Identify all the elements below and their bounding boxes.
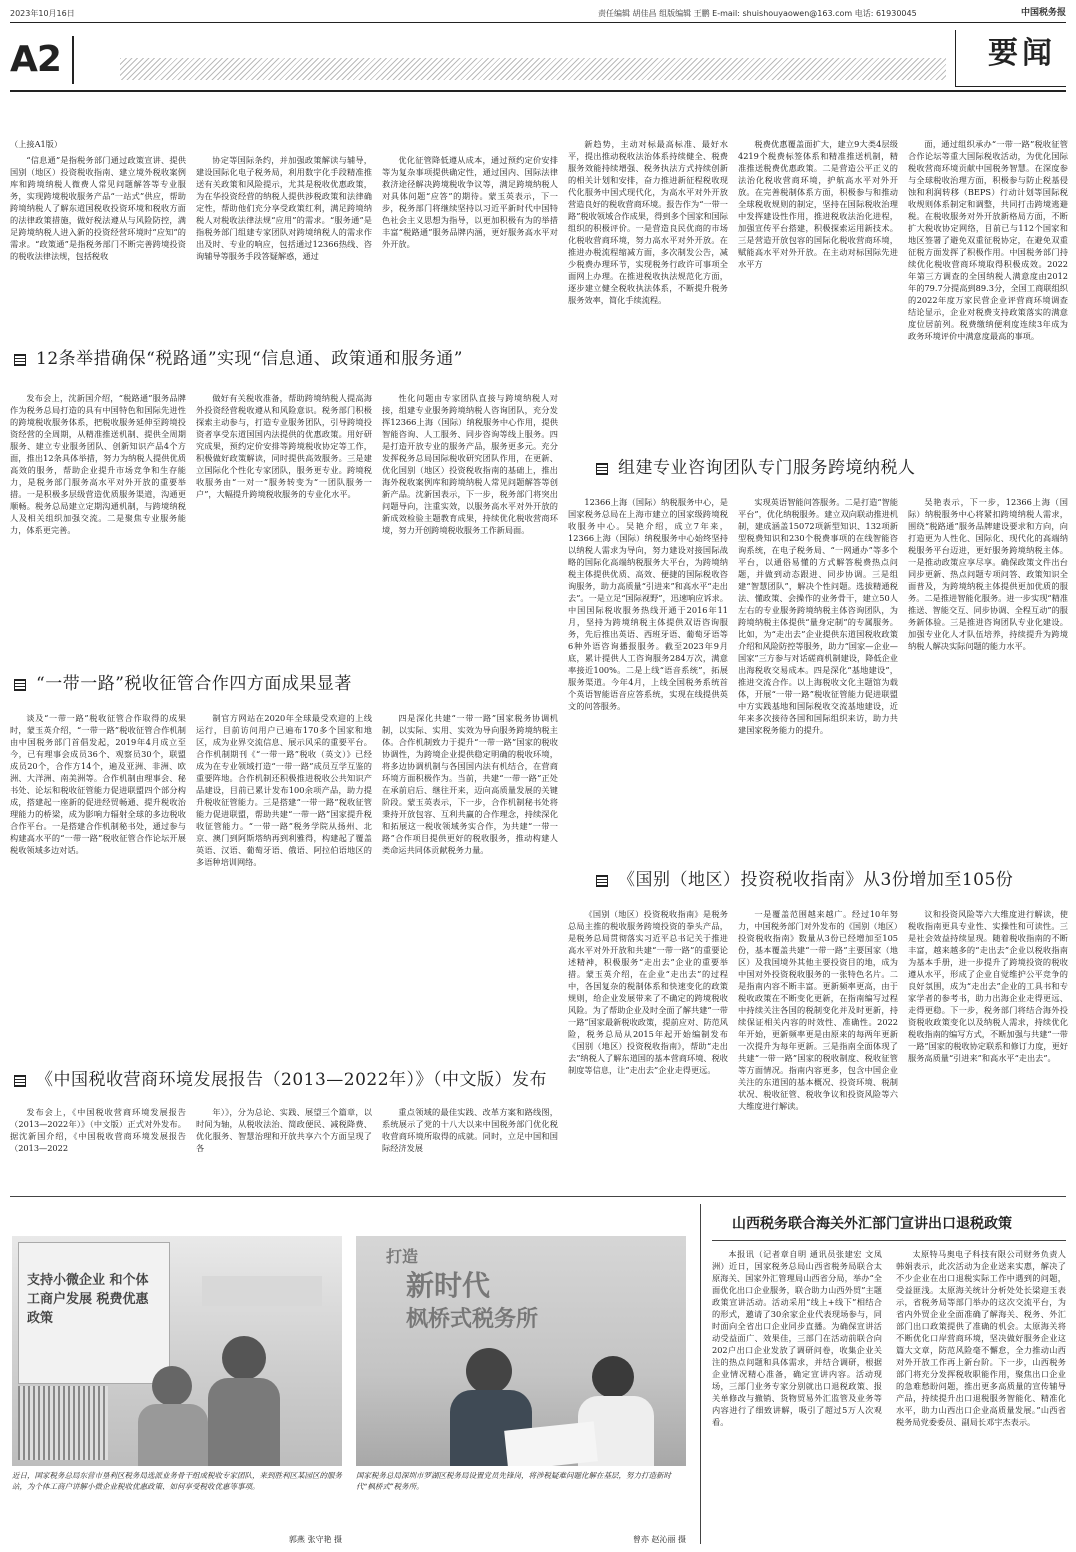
issue-date: 2023年10月16日 xyxy=(10,9,75,18)
headline-3: 《中国税收营商环境发展报告（2013—2022年）》（中文版）发布 xyxy=(14,1068,574,1092)
story6-col3: 吴艳表示，下一步，12366上海（国际）纳税服务中心将紧扣跨境纳税人需求，围绕“税路通”服务品牌建设要求和方向，向打造更为人性化、国际化、现代化的高端纳税服务平台迈进，更好服务跨境纳税主体。一是推动政策应享尽享。确保政策文件出台同步更新、热点问题专项问答、政策知识全面普及，为跨境纳税主体提供更加优质的服务。二是推进智能化服务。进一步实现“精准推送、智能交互、同步协调、全程互动”的服务新体验。三是推进咨询团队专业化建设。加强专业化人才队伍培养，持续提升为跨境纳税人解决实际问题的能力水平。 xyxy=(908,497,1068,651)
photo1-signboard xyxy=(18,1242,170,1384)
photo2-credit: 曾亦 赵沁丽 摄 xyxy=(632,1535,686,1544)
photo2-caption: 国家税务总局深圳市罗湖区税务局设置党员先锋岗，将涉税疑难问题化解在基层，努力打造新时代“枫桥式”税务所。 xyxy=(356,1471,671,1491)
headline-4: 组建专业咨询团队专门服务跨境纳税人 xyxy=(596,456,1066,480)
story4-col1: 发布会上，《中国税收营商环境发展报告（2013—2022年）》（中文版）正式对外发布。据沈新国介绍，《中国税收营商环境发展报告（2013—2022 xyxy=(10,1107,186,1153)
headline-1: 12条举措确保“税路通”实现“信息通、政策通和服务通” xyxy=(14,347,574,371)
photo2-banner-line1: 打造 xyxy=(386,1247,419,1266)
headline-marker-icon xyxy=(596,875,608,887)
continued-note: （上接A1版） xyxy=(10,139,63,149)
headline-marker-icon xyxy=(14,679,26,691)
masthead-rule xyxy=(10,22,1066,23)
photo2-officer-head xyxy=(466,1348,512,1394)
photo1-credit: 郭燕 张守艳 摄 xyxy=(288,1535,342,1544)
section-divider xyxy=(10,1196,1066,1197)
story6-col2: 实现英语智能问答服务。二是打造“智能平台”，优化纳税服务。建立双向联动推进机制，建成涵盖15072项新型知识、132项新型税费知识和230个税费事项的在线智能咨询系统，在电子税务局、“一网通办”等多个平台，以通俗易懂的方式解答税费热点问题，并做到动态跟进、同步协调。三是组建“智慧团队”，解决个性问题。选拔精通税法、懂政策、会操作的业务骨干，建立50人左右的专业服务跨境纳税主体咨询团队，为跨境纳税主体提供“量身定制”的专属服务。比如，为“走出去”企业提供东道国税收政策介绍和风险防控等服务，助力“国家—企业—国家”三方参与对话磋商机制建设，降低企业出海税收交易成本。四是深化“基地建设”，推进交流合作。以上海税收文化主题馆为载体，开展“一带一路”税收征管能力促进联盟中方实践基地和国际税收交流基地建设，近年来多次接待各国和国际组织来访，助力共建国家税务能力的提升。 xyxy=(738,497,898,735)
story7-col3: 议和投资风险等六大维度进行解读，使税收指南更具专业性、实操性和可读性。三是社会效益持续显现。随着税收指南的不断丰富，越来越多的“走出去”企业以税收指南为基本手册，进一步提升了跨境投资的税收遵从水平，形成了企业自觉维护公平竞争的良好氛围，成为“走出去”企业的工具书和专家学者的参考书，助力出海企业走得更远、走得更稳。下一步，税务部门将结合海外投资税收政策变化以及纳税人需求，持续优化税收指南的编写方式，不断加强与共建“一带一路”国家的税收协定联系和修订力度，更好服务高质量“引进来”和高水平“走出去”。 xyxy=(908,909,1068,1063)
headline-marker-icon xyxy=(14,1075,26,1087)
photo1-person-head xyxy=(222,1336,266,1380)
photo-fengqiao-tax-office xyxy=(356,1236,686,1466)
photo1-caption: 近日，国家税务总局东营市垦利区税务局选派业务骨干组成税收专家团队，来到胜利区某园区的服务站，为个体工商户讲解小微企业税收优惠政策、如何享受税收优惠等事项。 xyxy=(12,1471,342,1491)
masthead-bar xyxy=(10,6,1066,20)
story7-col1: 《国别（地区）投资税收指南》是税务总局主推的税收服务跨境投资的拳头产品，是税务总局贯彻落实习近平总书记关于推进高水平对外开放和共建“一带一路”的重要论述精神，积极服务“走出去”企业的重要举措。蒙玉英介绍，在企业“走出去”的过程中，各国复杂的税制体系和快速变化的政策规则，给企业发展带来了不确定的跨境税收风险。为了帮助企业及时全面了解共建“一带一路”国家最新税收政策，提前应对、防范风险，税务总局从2015年起开始编制发布《国别（地区）投资税收指南》，帮助“走出去”纳税人了解东道国的基本营商环境、税收制度等信息，让“走出去”企业走得更远。 xyxy=(568,909,728,1075)
story3-col1: 谈及“一带一路”税收征管合作取得的成果时，蒙玉英介绍，“一带一路”税收征管合作机制由中国税务部门首倡发起，2019年4月成立至今，已有理事会成员36个、观察员30个，联盟成员20个，合作方14个，遍及亚洲、非洲、欧洲、大洋洲、南美洲等。合作机制由理事会、秘书处、论坛和税收征管能力促进联盟四个部分构成，搭建起一座新的促进经贸畅通、提升税收治理能力的桥梁，成为影响力辐射全球的多边税收合作平台。一是搭建合作机制秘书处，通过参与构建高水平的“一带一路”税收征管合作论坛开展税收领域多边对话。 xyxy=(10,713,186,855)
photo1-counter-sign xyxy=(202,1276,322,1306)
photo1-qr-panel xyxy=(18,1386,108,1460)
section-title: 要闻 xyxy=(988,36,1056,71)
story1-col3: 优化征管降低遵从成本，通过预约定价安排等为复杂事项提供确定性，通过国内、国际法律救济途径解决跨境税收争议等，满足跨境纳税人对具体问题“应答”的期待。蒙玉英表示，下一步，税务部门将继续坚持以习近平新时代中国特色社会主义思想为指导，以更加积极有为的举措丰富“税路通”服务品牌内涵，更好服务高水平对外开放。 xyxy=(382,155,558,249)
headline-5: 《国别（地区）投资税收指南》从3份增加至105份 xyxy=(596,868,1066,892)
story7-col2: 一是覆盖范围越来越广。经过10年努力，中国税务部门对外发布的《国别（地区）投资税收指南》数量从3份已经增加至105份，基本覆盖共建“一带一路”主要国家（地区）及我国境外其他主要投资目的地，成为中国对外投资税收服务的一张特色名片。二是指南内容不断丰富。更新频率更高，由于税收政策在不断变化更新，在指南编写过程中持续关注各国的税制变化并及时更新，持续保证相关内容的时效性、准确性。2022年开始，更新频率更是由原来的每两年更新一次提升为每年更新。三是指南全面体现了共建“一带一路”国家的税收制度、税收征管等方面情况。指南内容更多，包含中国企业关注的东道国的基本概况、投资环境、税制状况、税收征管、税收争议和投资风险等六大维度进行解读。 xyxy=(738,909,898,1111)
story4-col2: 年）》，分为总论、实践、展望三个篇章，以时间为轴，从税收法治、简政便民、减税降费、优化服务、智慧治理和开放共享六个方面呈现了各 xyxy=(196,1107,372,1153)
photo1-person-body xyxy=(208,1378,280,1466)
photo1-person2-head xyxy=(152,1366,192,1406)
shanxi-title-rule xyxy=(712,1240,1066,1241)
photo-tax-service-station xyxy=(12,1236,342,1466)
story1-col2: 协定等国际条约，并加强政策解读与辅导，建设国际化电子税务局，利用数字化手段精准推送有关政策和风险提示，尤其是税收优惠政策，为在华投资经营的纳税人提供涉税政策和法律确定性，帮助他们充分享受政策红利，满足跨境纳税人对税收法律法规“应用”的需求。“服务通”是指税务部门组建专家团队对跨境纳税人的需求作出及时、专业的响应，包括通过12366热线、咨询辅导等服务手段答疑解惑，通过 xyxy=(196,155,372,261)
story5-col1: 新趋势，主动对标最高标准、最好水平，提出推动税收法治体系持续健全、税费服务效能持续增强、税务执法方式持续创新的相关计划和安排，奋力推进新征程税收现代化服务中国式现代化，为高水平对外开放营造良好的税收营商环境。报告作为“一带一路”税收领域合作成果，得到多个国家和国际组织的积极评价。一是营造良民优商的市场化税收营商环境，努力高水平对外开放。在推进办税流程缩减方面，多次制发公告，减少税费办理环节，实现税务行政许可事项全面网上办理。在推进税收执法规范化方面，逐步建立健全税收执法体系，不断提升税务服务效率，简化手续流程。 xyxy=(568,139,728,305)
story5-col2: 税费优惠覆盖面扩大，建立9大类4层级4219个税费标签体系和精准推送机制，精准推送税费优惠政策。二是营造公平正义的法治化税收营商环境，护航高水平对外开放。在完善税制体系方面，积极参与和推动全球税收规则的制定，坚持在国际税收治理中发挥建设性作用，推进税收法治化进程，加强宣传平台搭建，积极探索运用新技术。三是营造开放包容的国际化税收营商环境，赋能高水平对外开放。在主动对标国际先进水平方 xyxy=(738,139,898,269)
photo2-banner xyxy=(386,1246,586,1334)
photo1-person2-body xyxy=(138,1404,208,1466)
shanxi-col2: 太原特马奥电子科技有限公司财务负责人韩娟表示，此次活动为企业送来实惠，解决了不少企业在出口退税实际工作中遇到的问题，受益匪浅。太原海关统计分析处处长梁迎玉表示，省税务局等部门举办的这次交流平台，为省内外贸企业全面准确了解海关、税务、外汇部门出口政策提供了准确的机会。太原海关将不断优化口岸营商环境，坚决做好服务企业这篇大文章，防范风险毫不懈怠，全力推动山西对外开放工作再上新台阶。下一步，山西税务部门将充分发挥税收职能作用，聚焦出口企业的急难愁盼问题，推出更多高质量的宣传辅导产品，持续提升出口退税服务智能化、精准化水平，助力山西出口企业高质量发展。”山西省税务局党委委员、副局长邓宇杰表示。 xyxy=(896,1249,1066,1427)
photo1-sign-text: 支持小微企业 和个体工商户发展 税费优惠政策 xyxy=(27,1273,149,1326)
page-number: A2 xyxy=(10,39,61,80)
editor-info: 责任编辑 胡佳昌 组版编辑 王鹏 E-mail: shuishouyaowen@163.com 电话: 61930045 xyxy=(598,9,917,18)
header-rule xyxy=(10,90,1066,92)
story6-col1: 12366上海（国际）纳税服务中心，是国家税务总局在上海市建立的国家级跨境税收服务中心。吴艳介绍，成立7年来，12366上海（国际）纳税服务中心始终坚持以纳税人需求为导向，努力建设对接国际战略的国际化高端纳税服务大平台，为跨境纳税主体提供优质、高效、便捷的国际税收咨询服务，助力高质量“引进来”和高水平“走出去”。一是立足“国际视野”，迅速响应诉求。中国国际税收服务热线开通于2016年11月，坚持为跨境纳税主体提供双语咨询服务，先后推出英语、西班牙语、葡萄牙语等6种外语咨询播报服务。截至2023年9月底，累计提供人工咨询服务284万次，满意率接近100%。二是上线“语音系统”，拓展服务渠道。今年4月，上线全国税务系统首个英语智能语音应答系统，实现在线提供英文的问答服务。 xyxy=(568,497,728,711)
story5-col3: 面，通过组织承办“一带一路”税收征管合作论坛等重大国际税收活动，为优化国际税收营商环境贡献中国税务智慧。在深度参与全球税收治理方面，积极参与防止税基侵蚀和利润转移（BEPS）行动计划等国际税收规则体系制定和调整，共同打击跨境逃避税。在税收服务对外开放新格局方面，不断扩大税收协定网络，目前已与112个国家和地区签署了避免双重征税协定，在避免双重征税方面发挥了积极作用。中国税务部门持续优化税收营商环境取得积极成效。2022年第三方调查的全国纳税人满意度由2012年的79.7分提高到89.3分，全国工商联组织的2022年度万家民营企业评营商环境调查结论显示，企业对税费支持政策落实的满意度位居前列。税费缴纳便利度连续3年成为政务环境评价中满意度最高的事项。 xyxy=(908,139,1068,341)
photo2-banner-line3: 枫桥式税务所 xyxy=(406,1306,539,1332)
story1-col1: “信息通”是指税务部门通过政策宣讲、提供国别（地区）投资税收指南、建立境外税收案例库和跨境纳税人微费人常见问题解答等专业服务，实现跨境税收服务产品“一站式”供应，帮助跨境纳税人了解东道国税收投资环境和税收方面的法律政策措施，做好税法遵从与风险防控，满足跨境纳税人进入新的投资经营环境时“应知”的需求。“政策通”是指税务部门不断完善跨境投资的税收法律法规，包括税收 xyxy=(10,155,186,261)
headline-marker-icon xyxy=(596,463,608,475)
photo-band-divider xyxy=(700,1204,701,1544)
header-hatch-decoration xyxy=(120,58,946,80)
shanxi-col1: 本报讯（记者章自明 通讯员张建宏 文凤洲）近日，国家税务总局山西省税务局联合太原海关、国家外汇管理局山西省分局，举办“全面优化出口企业服务，联合助力山西外贸”主题政策宣讲活动。活动采用“线上+线下”相结合的形式，邀请了30余家企业代表现场参与，同时面向全省出口企业同步直播。为确保宣讲活动受益面广、效果佳，三部门在活动前联合向202户出口企业发放了调研问卷，收集企业关注的热点问题和具体需求，并结合调研，根据企业情况精心准备，确定宣讲内容。活动现场，三部门业务专家分别就出口退税政策、报关单修改与撤销、货物贸易外汇监管及业务等内容进行了细致讲解，吸引了超过5万人次观看。 xyxy=(712,1249,882,1427)
story3-col2: 制官方网站在2020年全球最受欢迎的上线运行，目前访问用户已遍布170多个国家和地区，成为业界交流信息、展示风采的重要平台。合作机制期刊《“一带一路”税收（英文）》已经成为在专业领域打造“一带一路”成员互学互鉴的重要阵地。合作机制还积极推进税收公共知识产品建设，目前已累计发布100余项产品，助力提升税收征管能力。三是搭建“一带一路”税收征管能力促进联盟，帮助共建“一带一路”国家提升税收征管能力。“一带一路”税务学院从扬州、北京、澳门到阿斯塔纳再到利雅得，构建起了覆盖英语、汉语、葡萄牙语、俄语、阿拉伯语地区的多语种培训网络。 xyxy=(196,713,372,867)
shanxi-headline: 山西税务联合海关外汇部门宣讲出口退税政策 xyxy=(732,1216,1012,1232)
headline-marker-icon xyxy=(14,354,26,366)
photo2-visitor-head xyxy=(592,1356,634,1398)
paper-name: 中国税务报 xyxy=(1020,8,1066,18)
story2-col2: 做好有关税收准备，帮助跨境纳税人提高海外投资经营税收遵从和风险意识。税务部门积极探索主动参与，打造专业服务团队，引导跨境投资者享受东道国国内法提供的优惠政策。用好研究成果，预约定价安排等跨境税收协定等工作，积极做好政策解读，同时提供高效服务。三是建立国际化个性化专家团队，服务更专业。跨境税收服务由“一对一”服务转变为“一团队服务一户”，大幅提升跨境税收服务的专业化水平。 xyxy=(196,393,372,499)
story2-col1: 发布会上，沈新国介绍，“税路通”服务品牌作为税务总局打造的具有中国特色和国际先进性的跨境税收服务体系，把税收服务延伸至跨境投资经营的全周期，从精准推送机制、提供全周期服务、建立专业服务团队、创新知识产品4个方面，推出12条具体举措，努力为纳税人提供优质高效的服务，帮助企业提升市场竞争和生存能力，是税务部门服务高水平对外开放的重要举措。一是积极多层级营造优质服务渠道，沟通更顺畅。税务总局建立定期沟通机制，与跨境纳税人及相关组织加强交流。二是聚焦专业服务能力，体系更完善。 xyxy=(10,393,186,535)
headline-2: “一带一路”税收征管合作四方面成果显著 xyxy=(14,672,574,696)
story3-col3: 四是深化共建“一带一路”国家税务协调机制，以实际、实用、实效为导向服务跨境纳税主体。合作机制致力于提升“一带一路”国家的税收协调性，为跨境企业提供稳定明确的税收环境，将多边协调机制与各国国内法有机结合，在营商环境方面积极作为。当前，共建“一带一路”正处在承前启后、继往开来，迈向高质量发展的关键阶段。蒙玉英表示，下一步，合作机制秘书处将秉持开放包容、互利共赢的合作理念，持续深化和拓展这一税收领域务实合作，为共建“一带一路”合作项目提供更好的税收服务，推动构建人类命运共同体贡献税务力量。 xyxy=(382,713,558,855)
story4-col3: 重点领域的最佳实践、改革方案和路线图，系统展示了党的十八大以来中国税务部门优化税收营商环境所取得的成就。同时，立足中国和国际经济发展 xyxy=(382,1107,558,1153)
story2-col3: 性化问题由专家团队直接与跨境纳税人对接，组建专业服务跨境纳税人咨询团队，充分发挥12366上海（国际）纳税服务中心作用，提供智能咨询、人工服务、同步咨询等线上服务。四是打造开放专业的服务产品，服务更多元。充分发挥税务总局国际税收研究团队作用，在更新、优化国别（地区）投资税收指南的基础上，推出海外税收案例库和跨境纳税人常见问题解答等创新产品。沈新国表示，下一步，税务部门将突出问题导向，注重实效，以服务高水平对外开放的新成效检验主题教育成果，持续优化税收营商环境，努力开创跨境税收服务工作新局面。 xyxy=(382,393,558,535)
photo2-banner-line2: 新时代 xyxy=(406,1269,491,1302)
